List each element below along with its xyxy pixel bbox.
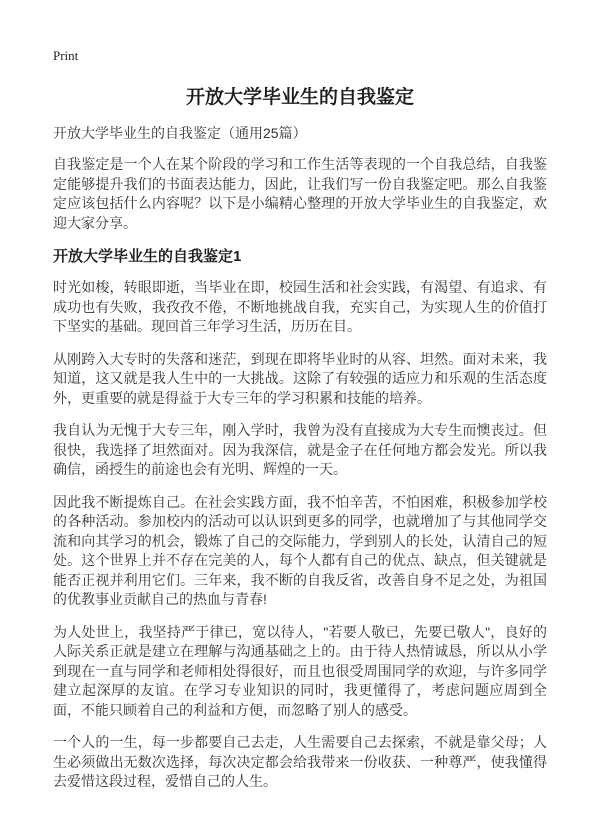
body-paragraph: 我自认为无愧于大专三年，刚入学时，我曾为没有直接成为大专生而懊丧过。但很快，我选择了坦然面对。因为我深信，就是金子在任何地方都会发光。所以我确信，函授生的前途也会有光明、辉煌的一天。 — [53, 422, 547, 477]
section-heading: 开放大学毕业生的自我鉴定1 — [53, 248, 242, 265]
body-paragraph: 因此我不断提炼自己。在社会实践方面，我不怕辛苦，不怕困难，积极参加学校的各种活动。参加校内的活动可以认识到更多的同学，也就增加了与其他同学交流和向其学习的机会，锻炼了自己的交际能力，学到别人的长处，认清自己的短处。这个世界上并不存在完美的人，每个人都有自己的优点、缺点，但关键就是能否正视并利用它们。三年来，我不断的自我反省，改善自身不足之处，为祖国的优教事业贡献自己的热血与青春! — [53, 493, 547, 607]
document-title: 开放大学毕业生的自我鉴定 — [185, 87, 414, 108]
body-paragraph: 一个人的一生，每一步都要自己去走，人生需要自己去探索，不就是靠父母；人生必须做出无数次选择，每次决定都会给我带来一份收获、一种尊严，使我懂得去爱惜这段过程，爱惜自己的人生。 — [53, 734, 547, 789]
document-subtitle: 开放大学毕业生的自我鉴定（通用25篇） — [53, 125, 307, 141]
body-paragraph: 从刚跨入大专时的失落和迷茫，到现在即将毕业时的从容、坦然。面对未来，我知道，这又就是我人生中的一大挑战。这除了有较强的适应力和乐观的生活态度外，更重要的就是得益于大专三年的学习积累和技能的培养。 — [53, 350, 547, 406]
body-paragraph: 时光如梭，转眼即逝，当毕业在即，校园生活和社会实践，有渴望、有追求、有成功也有失败，我孜孜不倦，不断地挑战自我，充实自己，为实现人生的价值打下坚实的基础。现回首三年学习生活，历历在目。 — [53, 279, 547, 334]
body-paragraph: 为人处世上，我坚持严于律已，宽以待人，"若要人敬已，先要已敬人"，良好的人际关系正就是建立在理解与沟通基础之上的。由于待人热情诚恳，所以从小学到现在一直与同学和老师相处得很好，而且也很受周围同学的欢迎，与许多同学建立起深厚的友谊。在学习专业知识的同时，我更懂得了，考虑问题应周到全面，不能只顾着自己的利益和方便，而忽略了别人的感受。 — [53, 623, 547, 718]
intro-paragraph: 自我鉴定是一个人在某个阶段的学习和工作生活等表现的一个自我总结，自我鉴定能够提升我们的书面表达能力，因此，让我们写一份自我鉴定吧。那么自我鉴定应该包括什么内容呢？以下是小编精心整理的开放大学毕业生的自我鉴定，欢迎大家分享。 — [53, 156, 547, 231]
print-button[interactable]: Print — [53, 48, 79, 63]
